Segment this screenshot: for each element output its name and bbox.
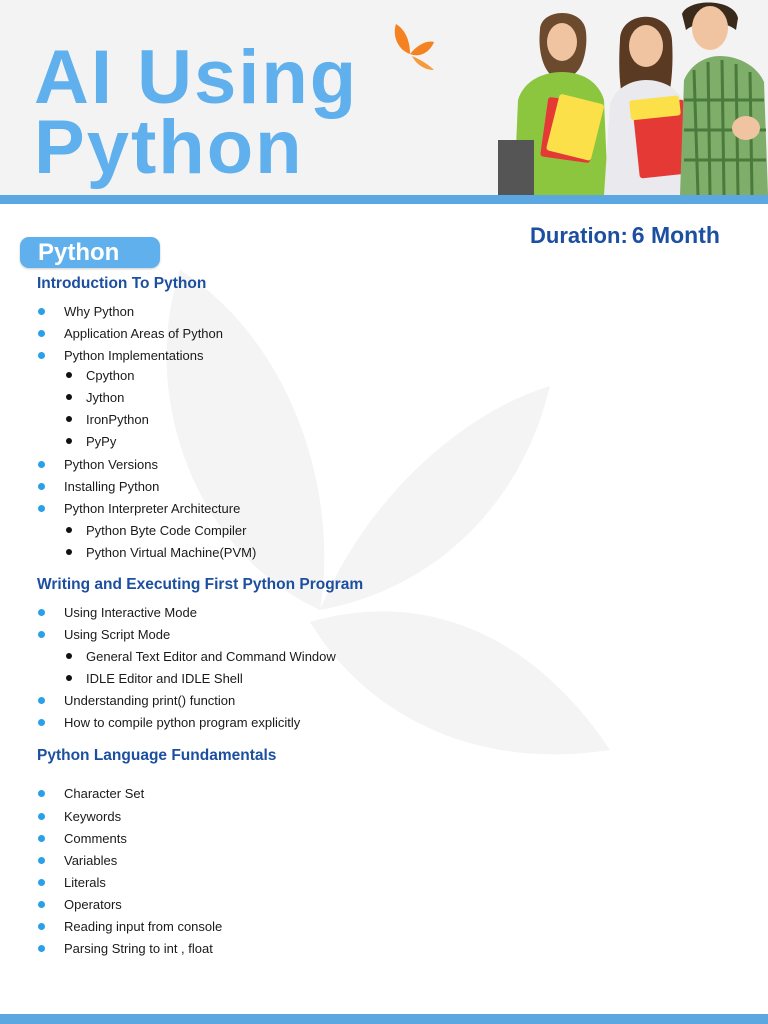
sub-list-item: General Text Editor and Command Window <box>86 649 336 664</box>
list-item: Comments <box>64 831 127 846</box>
sub-list-item: IronPython <box>86 412 149 427</box>
list-item: Parsing String to int , float <box>64 941 213 956</box>
section-title-fundamentals: Python Language Fundamentals <box>37 747 277 764</box>
title-line-2: Python <box>34 105 304 190</box>
list-item: Installing Python <box>64 479 160 494</box>
list-item: Python Versions <box>64 457 158 472</box>
list-item: Using Interactive Mode <box>64 605 197 620</box>
section-title-first-program: Writing and Executing First Python Program <box>37 576 364 593</box>
list-item: Using Script Mode <box>64 627 171 642</box>
list-item: Python Interpreter Architecture <box>64 501 241 516</box>
sub-list-item: Jython <box>86 390 125 405</box>
list-item: Literals <box>64 875 106 890</box>
list-item: Variables <box>64 853 118 868</box>
duration-label: Duration: <box>530 223 628 248</box>
duration <box>530 222 720 249</box>
list-item: How to compile python program explicitly <box>64 715 301 730</box>
section-title-introduction: Introduction To Python <box>37 275 207 292</box>
section-badge <box>20 237 160 268</box>
list-item: Python Implementations <box>64 348 204 363</box>
sub-list-item: Python Byte Code Compiler <box>86 523 247 538</box>
sub-list-item: PyPy <box>86 434 117 449</box>
leaf-logo-icon <box>388 22 440 72</box>
sub-list-item: Python Virtual Machine(PVM) <box>86 545 257 560</box>
list-item: Understanding print() function <box>64 693 236 708</box>
footer-divider <box>0 1014 768 1024</box>
list-item: Why Python <box>64 304 135 319</box>
list-item: Character Set <box>64 786 145 801</box>
list-item: Application Areas of Python <box>64 326 223 341</box>
list-item: Reading input from console <box>64 919 223 934</box>
list-item: Operators <box>64 897 122 912</box>
list-item: Keywords <box>64 809 122 824</box>
sub-list-item: Cpython <box>86 368 135 383</box>
header-divider <box>0 195 768 204</box>
title-line-1: AI Using <box>34 35 359 120</box>
duration-value: 6 Month <box>631 222 720 248</box>
sub-list-item: IDLE Editor and IDLE Shell <box>86 671 243 686</box>
students-photo <box>494 0 768 195</box>
section-badge-label: Python <box>38 239 120 266</box>
